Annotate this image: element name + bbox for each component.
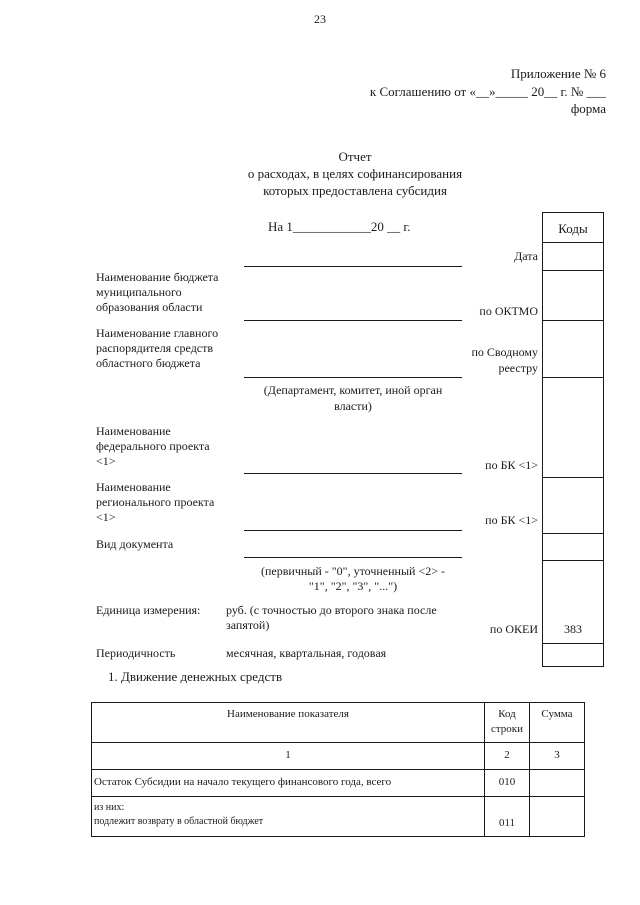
budget-label-3: образования области: [96, 300, 203, 314]
document-type-hint-2: "1", "2", "3", "..."): [308, 579, 398, 593]
okei-code-value: 383: [564, 622, 582, 636]
unit-value-1: руб. (с точностью до второго знака после: [226, 603, 437, 617]
grbs-hint-1: (Департамент, комитет, иной орган: [263, 383, 443, 397]
table-colnum-2: 2: [504, 749, 510, 761]
bk-code-label-1: по БК <1>: [485, 458, 538, 472]
date-code-label: Дата: [514, 249, 538, 263]
grbs-label-2: распорядителя средств: [96, 341, 214, 355]
unit-label: Единица измерения:: [96, 603, 201, 617]
agreement-line: к Соглашению от «__»_____ 20__ г. № ___: [369, 84, 606, 99]
federal-project-label-3: <1>: [96, 454, 116, 468]
federal-project-label-2: федерального проекта: [96, 439, 210, 453]
appendix-label: Приложение № 6: [510, 66, 606, 81]
table-row-detail: подлежит возврату в областной бюджет: [94, 816, 264, 827]
grbs-label-1: Наименование главного: [96, 326, 219, 340]
document-type-hint-1: (первичный - "0", уточненный <2> -: [261, 564, 445, 578]
table-colnum-1: 1: [285, 749, 291, 761]
periodicity-value: месячная, квартальная, годовая: [226, 646, 387, 660]
unit-value-2: запятой): [226, 618, 270, 632]
regional-project-label-1: Наименование: [96, 480, 171, 494]
table-row-code: 011: [498, 817, 516, 829]
report-subtitle-2: которых предоставлена субсидия: [263, 183, 447, 198]
regional-project-label-2: регионального проекта: [96, 495, 215, 509]
register-code-label-2: реестру: [498, 361, 538, 375]
table-header-sum: Сумма: [541, 708, 573, 720]
table-header-code-1: Код: [498, 708, 516, 720]
table-colnum-3: 3: [554, 749, 560, 761]
table-row: из них:: [94, 802, 125, 813]
oktmo-code-label: по ОКТМО: [479, 304, 538, 318]
register-code-label-1: по Сводному: [471, 345, 538, 359]
form-label: форма: [570, 101, 606, 116]
okei-code-label: по ОКЕИ: [489, 622, 538, 636]
budget-label-2: муниципального: [96, 285, 182, 299]
grbs-hint-2: власти): [334, 399, 372, 413]
section-heading: 1. Движение денежных средств: [108, 669, 283, 684]
bk-code-label-2: по БК <1>: [485, 513, 538, 527]
federal-project-label-1: Наименование: [96, 424, 171, 438]
regional-project-label-3: <1>: [96, 510, 116, 524]
report-subtitle-1: о расходах, в целях софинансирования: [247, 166, 463, 181]
budget-label-1: Наименование бюджета: [96, 270, 219, 284]
table-row-code: 010: [498, 776, 516, 788]
periodicity-label: Периодичность: [96, 646, 176, 660]
table-header-indicator: Наименование показателя: [227, 708, 349, 720]
table-row: Остаток Субсидии на начало текущего финансового года, всего: [94, 776, 392, 788]
table-header-code-2: строки: [490, 723, 524, 735]
page-number: 23: [314, 12, 326, 26]
grbs-label-3: областного бюджета: [96, 356, 201, 370]
codes-header: Коды: [558, 221, 588, 236]
report-date-line: На 1____________20 __ г.: [268, 219, 411, 234]
document-type-label: Вид документа: [96, 537, 174, 551]
report-title: Отчет: [338, 149, 372, 164]
